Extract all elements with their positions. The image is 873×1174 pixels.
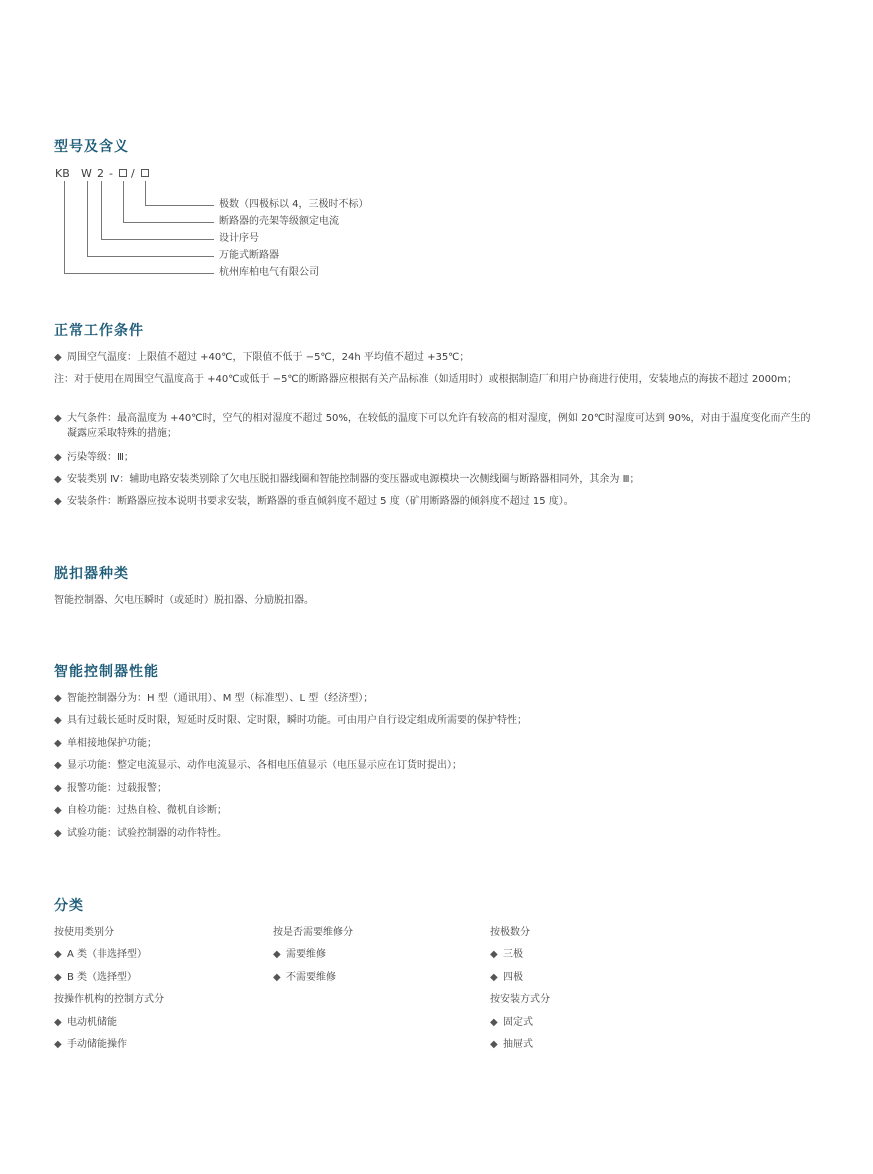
model-code-slash: / — [131, 167, 135, 180]
bullet-icon: ◆ — [490, 1039, 498, 1050]
class-heading-mechanism: 按操作机构的控制方式分 — [54, 994, 164, 1005]
line-current — [124, 181, 215, 223]
bullet-icon: ◆ — [54, 760, 62, 771]
condition-item: ◆ 安装类别 Ⅳ：辅助电路安装类别除了欠电压脱扣器线圈和智能控制器的变压器或电源模块一次侧线圈与断路器相同外，其余为 Ⅲ； — [54, 474, 640, 485]
bullet-icon: ◆ — [54, 413, 62, 424]
bullet-icon: ◆ — [273, 972, 281, 983]
controller-item: ◆ 试验功能：试验控制器的动作特性。 — [54, 828, 227, 839]
model-code-w: W — [81, 167, 92, 180]
class-item: ◆ 手动储能操作 — [54, 1039, 127, 1050]
section-title-release: 脱扣器种类 — [54, 566, 129, 582]
model-label-design: 设计序号 — [219, 233, 259, 244]
class-item: ◆ 不需要维修 — [273, 972, 336, 983]
class-heading-poles: 按极数分 — [490, 927, 530, 938]
condition-item: ◆ 周围空气温度：上限值不超过 +40℃，下限值不低于 −5℃，24h 平均值不超过 +35℃； — [54, 352, 470, 363]
model-diagram-lines — [0, 0, 873, 290]
condition-note: 注：对于使用在周围空气温度高于 +40℃或低于 −5℃的断路器应根据有关产品标准（如适用时）或根据制造厂和用户协商进行使用，安装地点的海拔不超过 2000m； — [54, 374, 798, 385]
condition-item: ◆ 大气条件：最高温度为 +40℃时，空气的相对湿度不超过 50%，在较低的温度下可以允许有较高的相对湿度，例如 20℃时湿度可达到 90%，对由于温度变化而产生的凝露应采取特殊的措施； — [54, 413, 811, 439]
model-code-dash: - — [109, 167, 113, 180]
bullet-icon: ◆ — [54, 474, 62, 485]
class-heading-usage: 按使用类别分 — [54, 927, 114, 938]
bullet-icon: ◆ — [273, 949, 281, 960]
bullet-icon: ◆ — [490, 1017, 498, 1028]
class-item: ◆ 电动机储能 — [54, 1017, 117, 1028]
controller-item: ◆ 单相接地保护功能； — [54, 738, 157, 749]
controller-item: ◆ 具有过载长延时反时限，短延时反时限、定时限，瞬时功能。可由用户自行设定组成所需要的保护特性； — [54, 715, 527, 726]
model-label-current: 断路器的壳架等级额定电流 — [219, 216, 339, 227]
section-title-classification: 分类 — [54, 898, 84, 914]
bullet-icon: ◆ — [490, 949, 498, 960]
bullet-icon: ◆ — [54, 949, 62, 960]
line-design — [102, 181, 215, 240]
bullet-icon: ◆ — [54, 783, 62, 794]
controller-item: ◆ 显示功能：整定电流显示、动作电流显示、各相电压值显示（电压显示应在订货时提出）； — [54, 760, 462, 771]
controller-item: ◆ 智能控制器分为：H 型（通讯用）、M 型（标准型）、L 型（经济型）； — [54, 693, 374, 704]
line-poles — [146, 181, 215, 206]
section-title-conditions: 正常工作条件 — [54, 323, 144, 339]
bullet-icon: ◆ — [490, 972, 498, 983]
bullet-icon: ◆ — [54, 715, 62, 726]
bullet-icon: ◆ — [54, 805, 62, 816]
bullet-icon: ◆ — [54, 1017, 62, 1028]
class-item: ◆ 需要维修 — [273, 949, 326, 960]
class-item: ◆ 四极 — [490, 972, 523, 983]
section-title-controller: 智能控制器性能 — [54, 664, 159, 680]
bullet-icon: ◆ — [54, 496, 62, 507]
bullet-icon: ◆ — [54, 972, 62, 983]
class-item: ◆ B 类（选择型） — [54, 972, 138, 983]
bullet-icon: ◆ — [54, 452, 62, 463]
class-item: ◆ 抽屉式 — [490, 1039, 533, 1050]
bullet-icon: ◆ — [54, 828, 62, 839]
model-label-company: 杭州库柏电气有限公司 — [219, 267, 319, 278]
line-type — [88, 181, 215, 257]
class-heading-installation: 按安装方式分 — [490, 994, 550, 1005]
line-company — [65, 181, 215, 274]
bullet-icon: ◆ — [54, 693, 62, 704]
bullet-icon: ◆ — [54, 738, 62, 749]
model-label-type: 万能式断路器 — [219, 250, 279, 261]
model-code-kb: KB — [55, 167, 70, 180]
controller-item: ◆ 报警功能：过载报警； — [54, 783, 167, 794]
class-item: ◆ 固定式 — [490, 1017, 533, 1028]
condition-item: ◆ 安装条件：断路器应按本说明书要求安装，断路器的垂直倾斜度不超过 5 度（矿用断路器的倾斜度不超过 15 度）。 — [54, 496, 574, 507]
model-label-poles: 极数（四极标以 4，三极时不标） — [219, 199, 369, 210]
model-code-2: 2 — [97, 167, 104, 180]
class-heading-maintenance: 按是否需要维修分 — [273, 927, 353, 938]
class-item: ◆ A 类（非选择型） — [54, 949, 148, 960]
release-text: 智能控制器、欠电压瞬时（或延时）脱扣器、分励脱扣器。 — [54, 595, 314, 606]
section-title-model: 型号及含义 — [54, 139, 129, 155]
class-item: ◆ 三极 — [490, 949, 523, 960]
bullet-icon: ◆ — [54, 1039, 62, 1050]
bullet-icon: ◆ — [54, 352, 62, 363]
condition-item: ◆ 污染等级：Ⅲ； — [54, 452, 134, 463]
controller-item: ◆ 自检功能：过热自检、微机自诊断； — [54, 805, 227, 816]
